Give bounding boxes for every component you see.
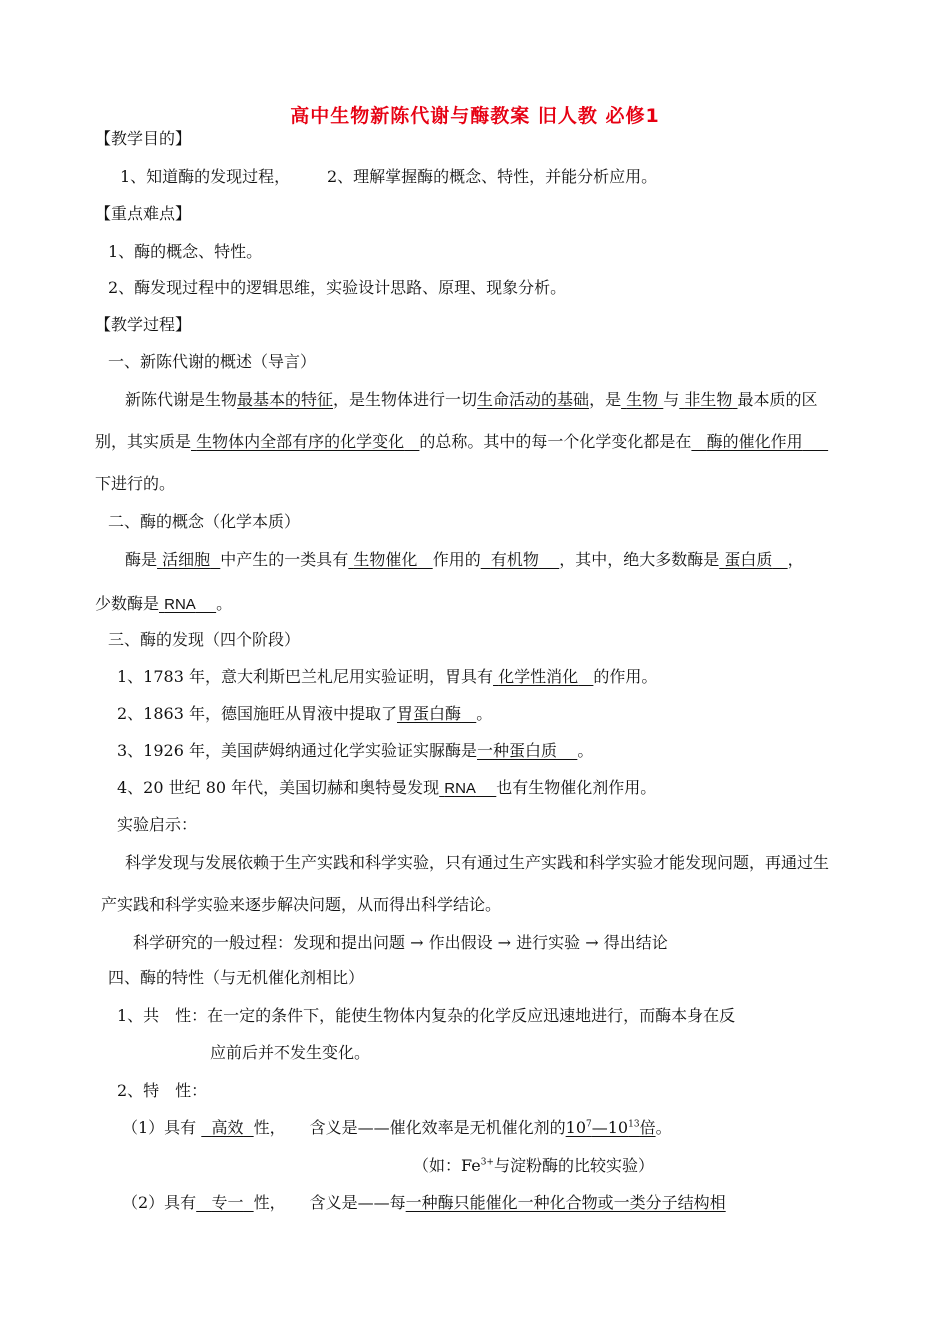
- goal-item-1: 1、知道酶的发现过程，: [120, 167, 291, 186]
- common-property-line2: 应前后并不发生变化。: [210, 1043, 371, 1062]
- answer-blank: 一种蛋白质: [477, 741, 558, 760]
- insight-text-line2: 产实践和科学实验来逐步解决问题，从而得出科学结论。: [101, 895, 502, 914]
- part2-paragraph-line2: 少数酶是 RNA 。: [95, 594, 233, 613]
- answer-blank: 化学性消化: [498, 667, 579, 686]
- answer-blank: 一种酶只能催化一种化合物或一类分子结构相: [405, 1193, 726, 1212]
- answer-blank: 专一: [211, 1193, 244, 1212]
- text: 与: [663, 390, 680, 409]
- research-process: 科学研究的一般过程：发现和提出问题 → 作出假设 → 进行实验 → 得出结论: [133, 933, 668, 952]
- part4-heading: 四、酶的特性（与无机催化剂相比）: [108, 968, 365, 987]
- text: 新陈代谢是生物: [125, 390, 238, 409]
- insight-text-line1: 科学发现与发展依赖于生产实践和科学实验，只有通过生产实践和科学实验才能发现问题，再通过生: [125, 853, 830, 872]
- text: 的总称。其中的每一个化学变化都是在: [419, 432, 692, 451]
- key-item-1: 1、酶的概念、特性。: [108, 242, 263, 261]
- part1-paragraph-line1: [125, 389, 818, 411]
- section-heading-process: 【教学过程】: [95, 315, 192, 334]
- goal-item-2: 2、理解掌握酶的概念、特性，并能分析应用。: [327, 167, 658, 186]
- answer-blank: 生物催化: [353, 550, 418, 569]
- part1-heading: 一、新陈代谢的概述（导言）: [108, 352, 317, 371]
- answer-blank: 最基本的特征: [237, 390, 334, 409]
- section-heading-key: 【重点难点】: [95, 204, 192, 223]
- answer-blank: RNA: [444, 780, 476, 797]
- answer-blank: RNA: [164, 596, 196, 613]
- special-property-label: 2、特 性：: [117, 1081, 208, 1100]
- discovery-stage-4: 4、20 世纪 80 年代，美国切赫和奥特曼发现 RNA 也有生物催化剂作用。: [117, 778, 657, 797]
- text: ，是生物体进行一切: [333, 390, 478, 409]
- part2-heading: 二、酶的概念（化学本质）: [108, 512, 301, 531]
- answer-blank: $10^7—10^{13}$倍: [565, 1118, 656, 1137]
- page-title: 高中生物新陈代谢与酶教案 旧人教 必修1: [290, 105, 660, 127]
- common-property-line1: 1、共 性：在一定的条件下，能使生物体内复杂的化学反应迅速地进行，而酶本身在反: [117, 1006, 736, 1025]
- answer-blank: 高效: [211, 1118, 244, 1137]
- property-high-efficiency: （1）具有 高效 性， 含义是——催化效率是无机催化剂的$10^7—10^{13}$倍。: [122, 1118, 672, 1137]
- discovery-stage-3: 3、1926 年，美国萨姆纳通过化学实验证实脲酶是一种蛋白质 。: [117, 741, 594, 760]
- answer-blank: 酶的催化作用: [706, 432, 803, 451]
- answer-blank: 活细胞: [162, 550, 211, 569]
- property-specificity: （2）具有 专一 性， 含义是——每一种酶只能催化一种化合物或一类分子结构相: [122, 1193, 726, 1212]
- key-item-2: 2、酶发现过程中的逻辑思维，实验设计思路、原理、现象分析。: [108, 278, 567, 297]
- answer-blank: 生物体内全部有序的化学变化: [196, 432, 405, 451]
- part3-heading: 三、酶的发现（四个阶段）: [108, 630, 301, 649]
- discovery-stage-2: 2、1863 年，德国施旺从胃液中提取了胃蛋白酶 。: [117, 704, 493, 723]
- text: ，是: [589, 390, 622, 409]
- answer-blank: 胃蛋白酶: [397, 704, 462, 723]
- answer-blank: 有机物: [490, 550, 539, 569]
- answer-blank: 生物: [626, 390, 659, 409]
- discovery-stage-1: 1、1783 年，意大利斯巴兰札尼用实验证明，胃具有 化学性消化 的作用。: [117, 667, 658, 686]
- answer-blank: 非生物: [684, 390, 733, 409]
- text: 别，其实质是: [95, 432, 192, 451]
- comparison-note: （如：$Fe^{3+}$与淀粉酶的比较实验）: [413, 1156, 654, 1175]
- text: 最本质的区: [737, 390, 818, 409]
- answer-blank: 生命活动的基础: [477, 390, 590, 409]
- answer-blank: 蛋白质: [724, 550, 773, 569]
- part1-paragraph-line2: [95, 431, 828, 453]
- insight-label: 实验启示：: [117, 815, 198, 834]
- part1-paragraph-line3: 下进行的。: [95, 474, 176, 493]
- part2-paragraph-line1: 酶是 活细胞 中产生的一类具有 生物催化 作用的 有机物 ，其中，绝大多数酶是 蛋白质 ，: [125, 550, 804, 569]
- section-heading-goals: 【教学目的】: [95, 129, 192, 148]
